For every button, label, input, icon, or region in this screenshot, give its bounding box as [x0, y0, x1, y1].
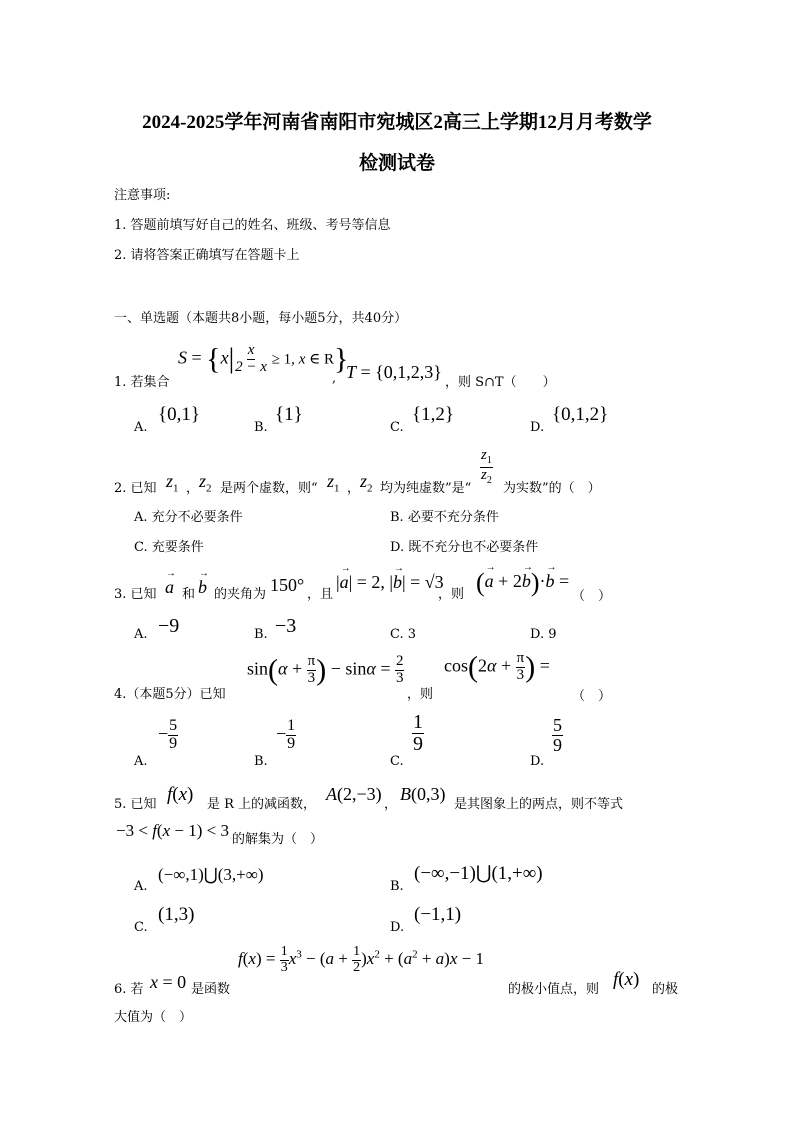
- q4-ze: ，则: [407, 687, 434, 702]
- q3-expression: ( → a + 2 → b)· → b =: [476, 562, 570, 597]
- q2-option-d: D. 既不充分也不必要条件: [390, 540, 539, 555]
- q3-angle-text: 的夹角为: [214, 587, 267, 602]
- notes-item-1: 1. 答题前填写好自己的姓名、班级、考号等信息: [114, 218, 391, 233]
- q6-tail1: 的极小值点，则: [508, 982, 600, 997]
- q5-option-c-value: (1,3): [158, 904, 195, 925]
- q1-option-b-label: B.: [254, 420, 268, 435]
- q2-option-b: B. 必要不充分条件: [390, 510, 499, 525]
- q6-x-equals-zero: x = 0: [150, 972, 187, 992]
- q3-and: 和: [182, 587, 196, 602]
- q1-option-b-value: {1}: [275, 404, 303, 425]
- q2-comma1: ，: [186, 481, 200, 496]
- q4-option-d-label: D.: [530, 754, 545, 769]
- q3-ze: ，则: [438, 587, 465, 602]
- q2-mid1: 是两个虚数，则“: [220, 481, 318, 496]
- q4-option-a-value: − $\frac{5}{9}$: [158, 717, 178, 752]
- q3-qie: ，且: [307, 587, 334, 602]
- q4-option-c-label: C.: [390, 754, 404, 769]
- q3-paren: （ ）: [572, 589, 612, 604]
- q4-option-d-value: $\frac{5}{9}$: [553, 715, 562, 755]
- q2-comma2: ，: [347, 481, 361, 496]
- page-title-line2: 检测试卷: [358, 153, 435, 174]
- q2-option-c: C. 充要条件: [134, 540, 204, 555]
- q6-fx: f(x): [613, 969, 640, 990]
- q6-tail2: 的极: [652, 982, 679, 997]
- q6-function: f(x) = $\frac{1}{3}$ $x^3 - (a$ + $\frac{1}{2}$ )$x^2 + (a^2 + a)x - 1$: [238, 944, 484, 975]
- q6-line2: 大值为（ ）: [114, 1010, 193, 1025]
- q1-option-d-value: {0,1,2}: [552, 404, 609, 425]
- q5-option-a-value: (−∞,1)⋃(3,+∞): [158, 865, 264, 884]
- q5-point-a: A(2,−3): [326, 784, 382, 804]
- q5-option-a-label: A.: [134, 879, 148, 894]
- q5-inequality: −3 < f(x − 1) < 3: [116, 821, 229, 840]
- q1-option-d-label: D.: [530, 420, 545, 435]
- q3-lead: 3. 已知: [114, 587, 157, 602]
- q5-option-b-value: (−∞,−1)⋃(1,+∞): [414, 863, 543, 884]
- notes-item-2: 2. 请将答案正确填写在答题卡上: [114, 248, 300, 263]
- q1-option-a-value: {0,1}: [158, 404, 200, 425]
- q1-option-a-label: A.: [134, 420, 148, 435]
- q2-z1b: $z_1$: [327, 471, 340, 495]
- q5-mid2: 是其图象上的两点，则不等式: [454, 797, 624, 812]
- q4-target-expression: cos(2α + $\frac{\pi}{3}$ ) =: [444, 650, 550, 684]
- q5-option-b-label: B.: [390, 879, 404, 894]
- q3-option-c: C. 3: [390, 627, 417, 642]
- q2-z1: $z_1$: [166, 471, 179, 495]
- q1-set-t: T = {0,1,2,3}: [346, 362, 442, 382]
- q2-lead: 2. 已知: [114, 481, 157, 496]
- q1-set-s: S = {x| $\frac{x}{2 - x}$ ≥ 1, x ∈ R}: [178, 342, 349, 376]
- q2-tail: 为实数”的（ ）: [503, 481, 601, 496]
- q3-vec-b: → b: [198, 568, 209, 597]
- q6-mid: 是函数: [191, 982, 231, 997]
- q5-fx: f(x): [167, 784, 194, 805]
- q4-option-b-value: − $\frac{1}{9}$: [276, 717, 296, 752]
- q1-option-c-label: C.: [390, 420, 404, 435]
- q5-option-d-value: (−1,1): [414, 904, 462, 925]
- q4-paren: （ ）: [572, 689, 612, 704]
- q3-angle: 150°: [270, 575, 305, 595]
- q5-tail: 的解集为（ ）: [232, 832, 324, 847]
- q3-option-b-value: −3: [275, 615, 297, 637]
- q4-lead: 4.（本题5分）已知: [114, 687, 226, 702]
- q1-tail: ，则 S∩T（ ）: [445, 375, 556, 390]
- q2-fraction: $\frac{z_1}{z_2}$: [481, 447, 492, 486]
- q2-option-a: A. 充分不必要条件: [134, 510, 243, 525]
- q2-z2b: $z_2$: [360, 471, 373, 495]
- q5-mid1: 是 R 上的减函数，: [207, 797, 317, 812]
- q3-option-a-value: −9: [158, 615, 180, 637]
- q5-option-d-label: D.: [390, 920, 405, 935]
- q3-magnitudes: | → a| = 2, | → b| = √3: [336, 563, 444, 592]
- q3-option-a-label: A.: [134, 627, 148, 642]
- q1-option-c-value: {1,2}: [412, 404, 454, 425]
- q5-point-b: B(0,3): [400, 784, 446, 804]
- q4-given-equation: sin(α + $\frac{\pi}{3}$ ) − sinα = $\frac{2}{3}$: [247, 653, 404, 687]
- q3-vec-a: → a: [165, 568, 176, 597]
- notes-heading: 注意事项:: [114, 188, 171, 203]
- q3-option-b-label: B.: [254, 627, 268, 642]
- page-title-line1: 2024-2025学年河南省南阳市宛城区2高三上学期12月月考数学: [142, 112, 652, 133]
- q4-option-b-label: B.: [254, 754, 268, 769]
- q4-option-a-label: A.: [134, 754, 148, 769]
- q4-option-c-value: $\frac{1}{9}$: [413, 711, 423, 755]
- q3-option-d: D. 9: [530, 627, 557, 642]
- q5-lead: 5. 已知: [114, 797, 157, 812]
- q2-z2: $z_2$: [199, 471, 212, 495]
- q6-lead: 6. 若: [114, 982, 144, 997]
- q2-mid2: 均为纯虚数”是“: [380, 481, 472, 496]
- section-heading: 一、单选题（本题共8小题，每小题5分，共40分）: [114, 311, 408, 326]
- q1-lead: 1. 若集合: [114, 375, 170, 390]
- q1-comma: ,: [332, 371, 337, 386]
- q5-option-c-label: C.: [134, 920, 148, 935]
- q5-comma: ，: [384, 797, 398, 812]
